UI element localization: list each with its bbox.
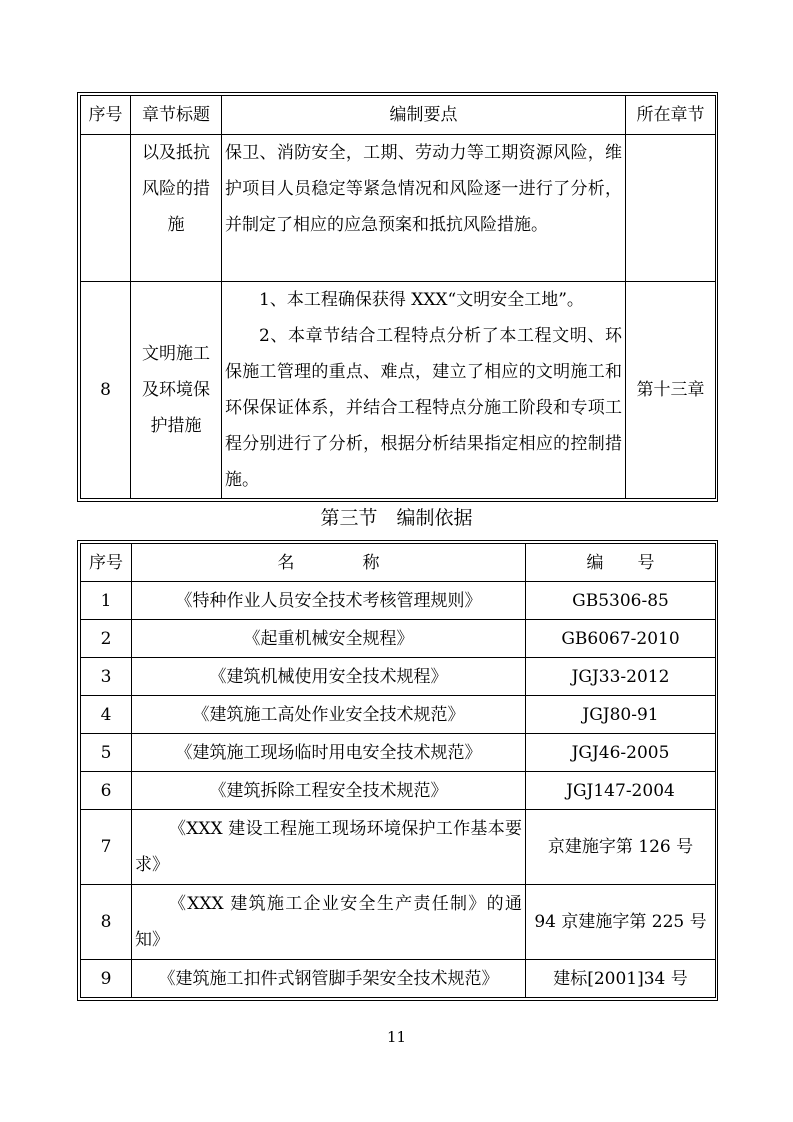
table-row	[81, 772, 716, 810]
row-no: 1	[81, 582, 132, 620]
row-name: 《XXX 建设工程施工现场环境保护工作基本要求》	[132, 810, 526, 885]
header-located-chapter: 所在章节	[626, 96, 716, 135]
row-no: 4	[81, 696, 132, 734]
row-chapter: 第十三章	[626, 282, 716, 499]
table-row	[81, 960, 716, 998]
table-row	[81, 696, 716, 734]
point-2: 2、本章节结合工程特点分析了本工程文明、环保施工管理的重点、难点，建立了相应的文明施工和环保保证体系，并结合工程特点分施工阶段和专项工程分别进行了分析，根据分析结果指定相应的控制措施。	[225, 326, 622, 490]
row-points: 保卫、消防安全，工期、劳动力等工期资源风险，维护项目人员稳定等紧急情况和风险逐一进行了分析，并制定了相应的应急预案和抵抗风险措施。	[222, 135, 626, 282]
row-name: 《建筑施工扣件式钢管脚手架安全技术规范》	[132, 960, 526, 998]
table-row	[81, 282, 716, 499]
row-no: 2	[81, 620, 132, 658]
section-title: 第三节 编制依据	[320, 507, 473, 529]
row-name: 《建筑机械使用安全技术规程》	[132, 658, 526, 696]
row-chapter	[626, 135, 716, 282]
row-no: 3	[81, 658, 132, 696]
table-row	[81, 885, 716, 960]
row-no: 6	[81, 772, 132, 810]
header-name: 名 称	[132, 544, 526, 582]
row-name: 《建筑拆除工程安全技术规范》	[132, 772, 526, 810]
row-code: JGJ147-2004	[526, 772, 716, 810]
table-row	[81, 582, 716, 620]
row-code: 94 京建施字第 225 号	[526, 885, 716, 960]
page-number: 11	[386, 1028, 407, 1046]
row-code: GB6067-2010	[526, 620, 716, 658]
point-1: 1、本工程确保获得 XXX“文明安全工地”。	[259, 290, 584, 310]
table-header-row	[81, 96, 716, 135]
basis-standards-table	[77, 540, 718, 1001]
row-no: 9	[81, 960, 132, 998]
row-code: JGJ80-91	[526, 696, 716, 734]
header-no: 序号	[81, 96, 131, 135]
table-header-row	[81, 544, 716, 582]
row-name: 《起重机械安全规程》	[132, 620, 526, 658]
row-code: JGJ46-2005	[526, 734, 716, 772]
header-key-points: 编制要点	[222, 96, 626, 135]
header-code: 编 号	[526, 544, 716, 582]
row-code: GB5306-85	[526, 582, 716, 620]
row-no: 8	[81, 885, 132, 960]
table-row	[81, 658, 716, 696]
row-name: 《建筑施工现场临时用电安全技术规范》	[132, 734, 526, 772]
row-no	[81, 135, 131, 282]
row-name: 《XXX 建筑施工企业安全生产责任制》的通知》	[132, 885, 526, 960]
table-row	[81, 620, 716, 658]
row-title: 文明施工及环境保护措施	[131, 282, 222, 499]
row-code: JGJ33-2012	[526, 658, 716, 696]
row-no: 5	[81, 734, 132, 772]
row-name: 《建筑施工高处作业安全技术规范》	[132, 696, 526, 734]
row-points	[222, 282, 626, 499]
row-code: 建标[2001]34 号	[526, 960, 716, 998]
header-no: 序号	[81, 544, 132, 582]
row-no: 7	[81, 810, 132, 885]
row-title: 以及抵抗风险的措施	[131, 135, 222, 282]
row-code: 京建施字第 126 号	[526, 810, 716, 885]
row-no: 8	[81, 282, 131, 499]
compilation-points-table	[77, 92, 718, 502]
table-row	[81, 734, 716, 772]
row-name: 《特种作业人员安全技术考核管理规则》	[132, 582, 526, 620]
table-row	[81, 810, 716, 885]
table-row	[81, 135, 716, 282]
header-chapter-title: 章节标题	[131, 96, 222, 135]
